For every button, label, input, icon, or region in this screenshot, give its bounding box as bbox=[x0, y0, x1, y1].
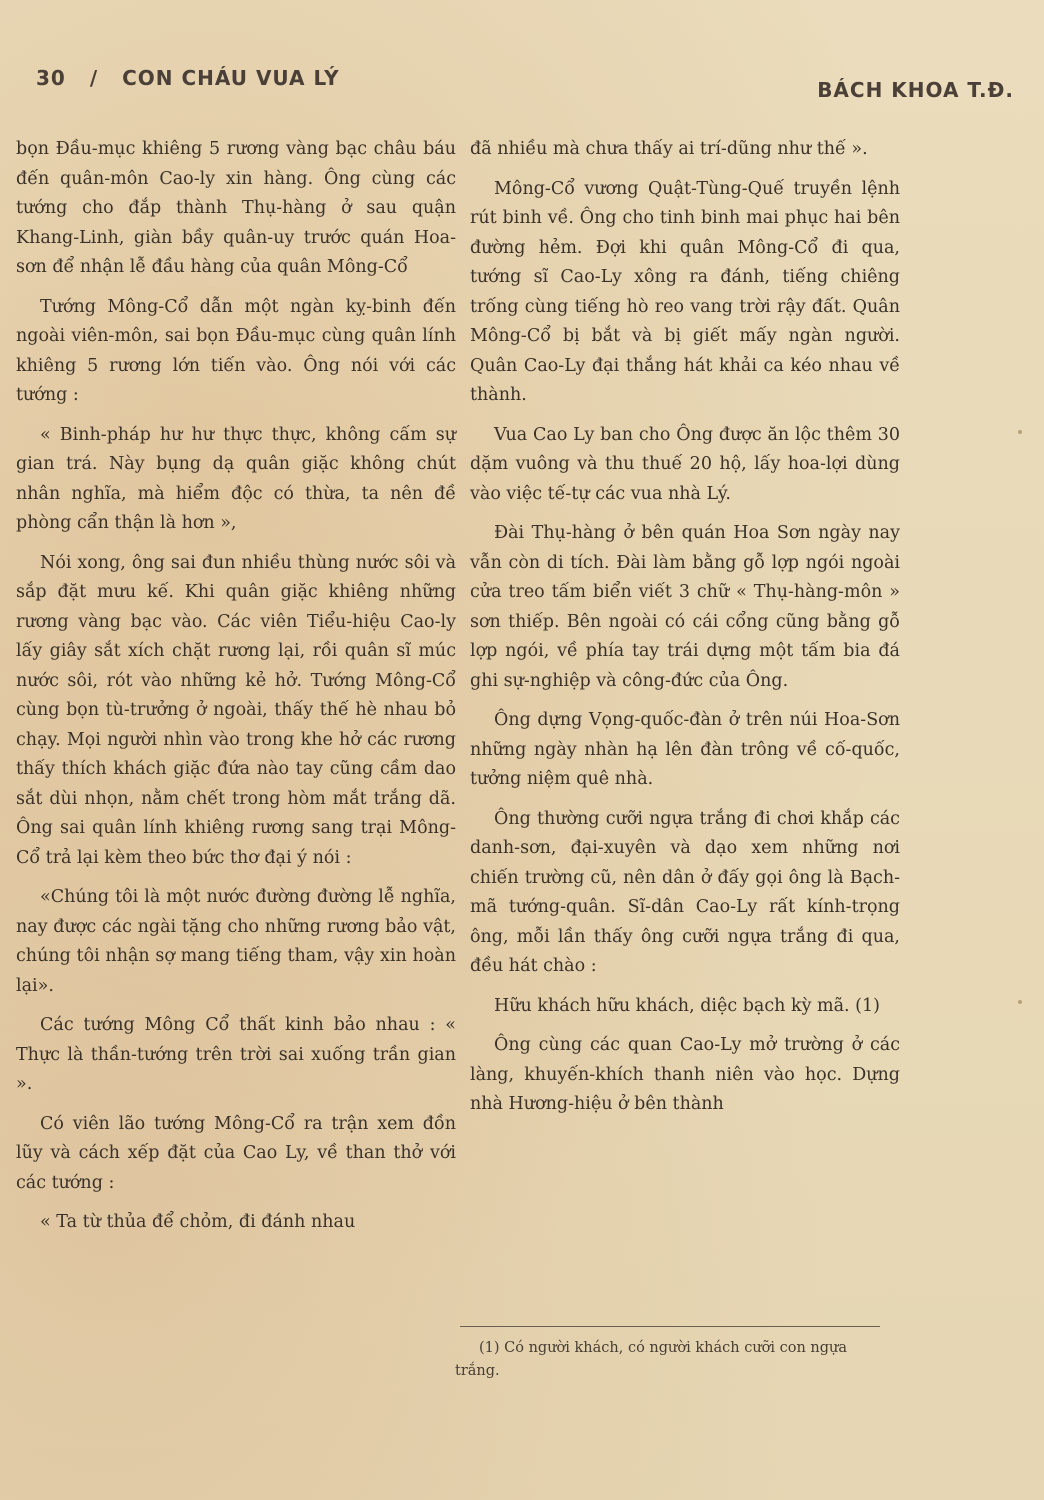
paragraph: « Binh-pháp hư hư thực thực, không cấm sự gian trá. Này bụng dạ quân giặc không chút nhân nghĩa, mà hiểm độc có thừa, ta nên đề phòng cẩn thận là hơn », bbox=[16, 424, 456, 533]
header-left bbox=[36, 66, 356, 90]
paragraph: «Chúng tôi là một nước đường đường lễ nghĩa, nay được các ngài tặng cho những rương bảo vật, chúng tôi nhận sợ mang tiếng tham, vậy xin hoàn lại». bbox=[16, 887, 456, 996]
article-title: CON CHÁU VUA LÝ bbox=[122, 66, 340, 90]
footnote: (1) Có người khách, có người khách cưỡi con ngựa trắng. bbox=[455, 1340, 848, 1379]
paragraph: Đài Thụ-hàng ở bên quán Hoa Sơn ngày nay vẫn còn di tích. Đài làm bằng gỗ lợp ngói ngoài cửa treo tấm biển viết 3 chữ « Thụ-hàng-môn » sơn thiếp. Bên ngoài có cái cổng cũng bằng gỗ lợp ngói, về phía tay trái dựng một tấm bia đá ghi sự-nghiệp và công-đức của Ông. bbox=[470, 523, 900, 691]
paragraph: Các tướng Mông Cổ thất kinh bảo nhau : « Thực là thần-tướng trên trời sai xuống trần gian ». bbox=[16, 1015, 456, 1094]
paragraph: bọn Đầu-mục khiêng 5 rương vàng bạc châu báu đến quân-môn Cao-ly xin hàng. Ông cùng các tướng cho đắp thành Thụ-hàng ở sau quận Khang-Linh, giàn bầy quân-uy trước quán Hoa-sơn để nhận lễ đầu hàng của quân Mông-Cổ bbox=[16, 139, 456, 277]
paragraph: Hữu khách hữu khách, diệc bạch kỳ mã. (1) bbox=[494, 995, 880, 1016]
paragraph: Nói xong, ông sai đun nhiều thùng nước sôi và sắp đặt mưu kế. Khi quân giặc khiêng những rương vàng bạc vào. Các viên Tiểu-hiệu Cao-ly lấy giây sắt xích chặt rương lại, rồi quân sĩ múc nước sôi, rót vào những kẻ hở. Tướng Mông-Cổ cùng bọn tù-trưởng ở ngoài, thấy thế hè nhau bỏ chạy. Mọi người nhìn vào trong khe hở các rương thấy thích khách giặc đứa nào tay cũng cầm dao sắt dùi nhọn, nằm chết trong hòm mắt trắng dã. Ông sai quân lính khiêng rương sang trại Mông-Cổ trả lại kèm theo bức thơ đại ý nói : bbox=[16, 552, 456, 868]
binding-hole-mark bbox=[1018, 430, 1022, 434]
paragraph: « Ta từ thủa để chỏm, đi đánh nhau bbox=[40, 1212, 356, 1232]
running-header bbox=[36, 66, 1014, 102]
binding-hole-mark bbox=[1018, 1000, 1022, 1004]
paragraph: đã nhiều mà chưa thấy ai trí-dũng như thế ». bbox=[470, 139, 868, 159]
paragraph: Tướng Mông-Cổ dẫn một ngàn kỵ-binh đến ngoài viên-môn, sai bọn Đầu-mục cùng quân lính khiêng 5 rương lớn tiến vào. Ông nói với các tướng : bbox=[16, 296, 456, 405]
header-separator: / bbox=[89, 66, 99, 90]
footnote-divider bbox=[460, 1326, 880, 1327]
paragraph: Ông cùng các quan Cao-Ly mở trường ở các làng, khuyến-khích thanh niên vào học. Dựng nhà Hương-hiệu ở bên thành bbox=[470, 1035, 900, 1114]
right-column bbox=[470, 135, 900, 1130]
paragraph: Ông thường cưỡi ngựa trắng đi chơi khắp các danh-sơn, đại-xuyên và dạo xem những nơi chiến trường cũ, nên dân ở đấy gọi ông là Bạch-mã tướng-quân. Sĩ-dân Cao-Ly rất kính-trọng ông, mỗi lần thấy ông cưỡi ngựa trắng đi qua, đều hát chào : bbox=[470, 808, 900, 976]
magazine-name: BÁCH KHOA T.Đ. bbox=[817, 78, 1014, 102]
paragraph: Mông-Cổ vương Quật-Tùng-Quế truyền lệnh rút binh về. Ông cho tinh binh mai phục hai bên đường hẻm. Đợi khi quân Mông-Cổ đi qua, tướng sĩ Cao-Ly xông ra đánh, tiếng chiêng trống cùng tiếng hò reo vang trời rậy đất. Quân Mông-Cổ bị bắt và bị giết mấy ngàn người. Quân Cao-Ly đại thắng hát khải ca kéo nhau về thành. bbox=[470, 178, 900, 405]
paragraph: Ông dựng Vọng-quốc-đàn ở trên núi Hoa-Sơn những ngày nhàn hạ lên đàn trông về cố-quốc, tưởng niệm quê nhà. bbox=[470, 710, 900, 789]
left-column bbox=[16, 135, 456, 1248]
paragraph: Có viên lão tướng Mông-Cổ ra trận xem đồn lũy và cách xếp đặt của Cao Ly, về than thở với các tướng : bbox=[16, 1113, 456, 1193]
paragraph: Vua Cao Ly ban cho Ông được ăn lộc thêm 30 dặm vuông và thu thuế 20 hộ, lấy hoa-lợi dùng vào việc tế-tự các vua nhà Lý. bbox=[470, 424, 900, 504]
page-number: 30 bbox=[36, 66, 66, 90]
